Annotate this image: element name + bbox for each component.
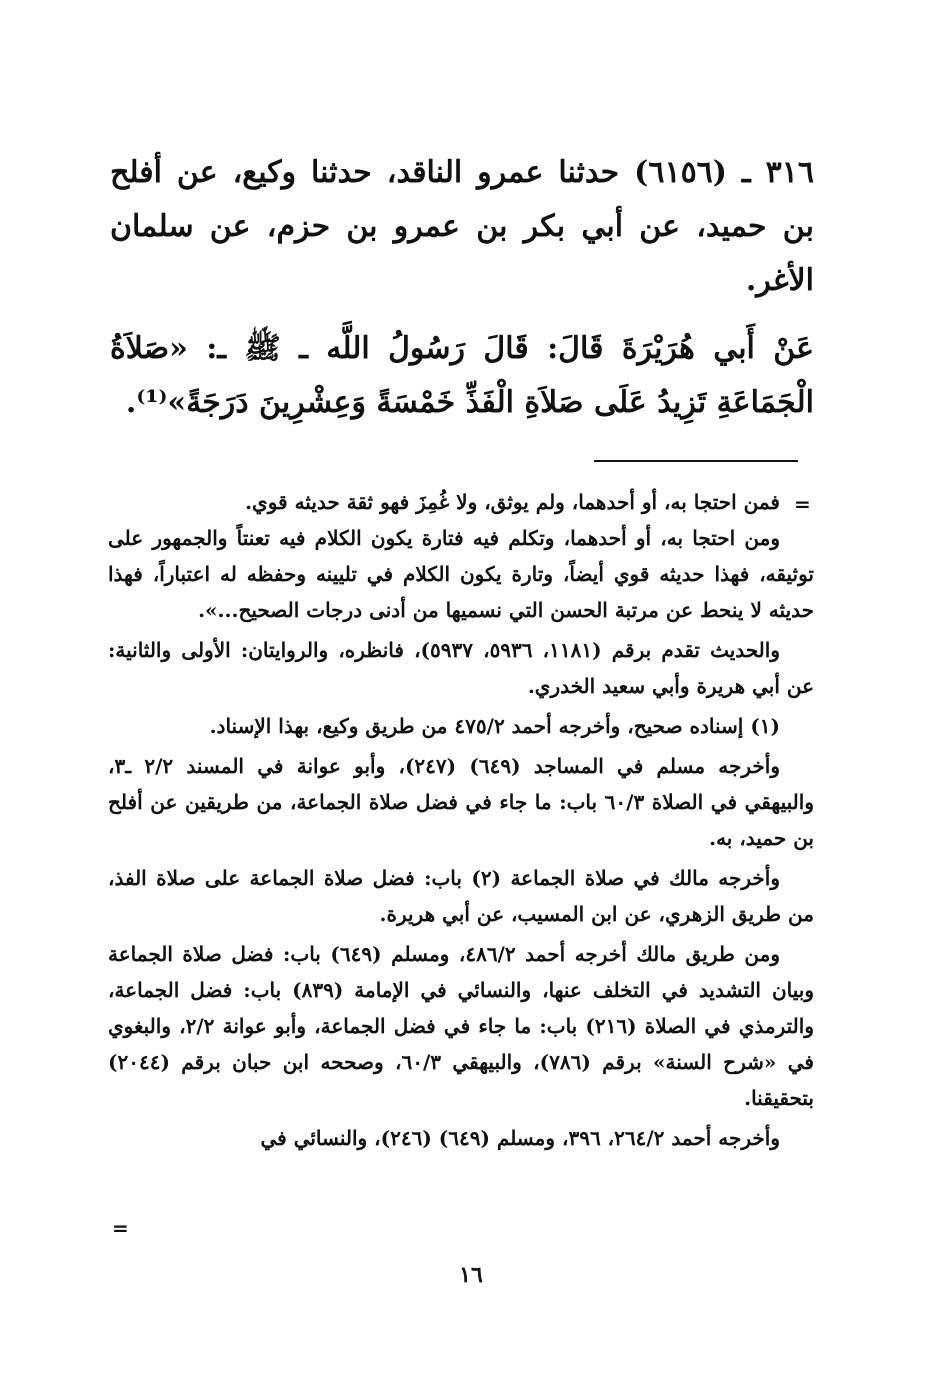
footnote-paragraph: ومن احتجا به، أو أحدهما، وتكلم فيه فتارة يكون الكلام فيه تعنتاً والجمهور على توثيقه، فهذا حديثه قوي أيضاً، وتارة يكون الكلام في تليينه وحفظه له اعتباراً، فهذا حديثه لا ينحط عن مرتبة الحسن التي نسميها من أدنى درجات الصحيح...». — [108, 526, 814, 622]
hadith-isnad: ٣١٦ ـ (٦١٥٦) حدثنا عمرو الناقد، حدثنا وكيع، عن أفلح بن حميد، عن أبي بكر بن عمرو بن حزم، عن سلمان الأغر. — [110, 155, 814, 298]
page-number: ١٦ — [459, 1262, 483, 1288]
hadith-block — [110, 146, 814, 430]
footnote-paragraph: والحديث تقدم برقم (١١٨١، ٥٩٣٦، ٥٩٣٧)، فانظره، والروايتان: الأولى والثانية: عن أبي هريرة وأبي سعيد الخدري. — [108, 638, 814, 698]
footnote-paragraph: وأخرجه مسلم في المساجد (٦٤٩) (٢٤٧)، وأبو عوانة في المسند ٢/٢ ـ٣، والبيهقي في الصلاة ٦٠/٣ باب: ما جاء في فضل صلاة الجماعة، من طريقين عن أفلح بن حميد، به. — [108, 754, 814, 850]
footnote-paragraph: وأخرجه مالك في صلاة الجماعة (٢) باب: فضل صلاة الجماعة على صلاة الفذ، من طريق الزهري، عن ابن المسيب، عن أبي هريرة. — [108, 866, 814, 926]
footnote-1: (١) إسناده صحيح، وأخرجه أحمد ٤٧٥/٢ من طريق وكيع، بهذا الإسناد. — [209, 714, 780, 738]
footnote-paragraph: ومن طريق مالك أخرجه أحمد ٤٨٦/٢، ومسلم (٦٤٩) باب: فضل صلاة الجماعة وبيان التشديد في التخلف عنها، والنسائي في الإمامة (٨٣٩) باب: فضل الجماعة، والترمذي في الصلاة (٢١٦) باب: ما جاء في فضل الجماعة، وأبو عوانة ٢/٢، والبغوي في «شرح السنة» برقم (٧٨٦)، والبيهقي ٦٠/٣، وصححه ابن حبان برقم (٢٠٤٤) بتحقيقنا. — [108, 942, 814, 1110]
footnote-end-mark: = — [112, 1216, 129, 1240]
footnote-separator — [594, 460, 798, 462]
footnote-paragraph: وأخرجه أحمد ٢٦٤/٢، ٣٩٦، ومسلم (٦٤٩) (٢٤٦)، والنسائي في — [260, 1126, 780, 1150]
hadith-matn: عَنْ أَبي هُرَيْرَةَ قَالَ: قَالَ رَسُولُ اللَّه ـ ﷺ ـ: «صَلاَةُ الْجَمَاعَةِ تَزِيدُ عَلَى صَلاَةِ الْفَذِّ خَمْسَةً وَعِشْرِينَ دَرَجَةً»⁽¹⁾. — [110, 331, 814, 420]
footnote-paragraph: فمن احتجا به، أو أحدهما، ولم يوثق، ولا غُمِزَ فهو ثقة حديثه قوي. — [245, 490, 780, 514]
footnotes — [108, 484, 814, 1156]
footnote-continuation-mark: = — [794, 492, 811, 516]
